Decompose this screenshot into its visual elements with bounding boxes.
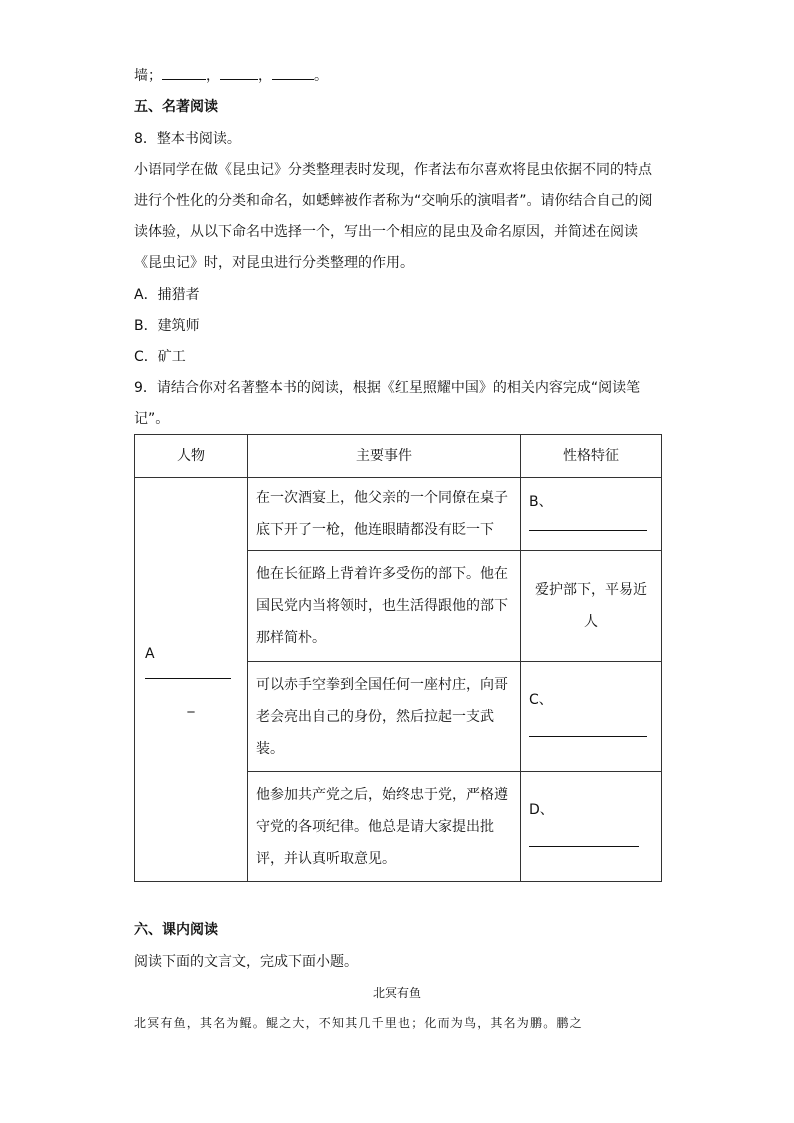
section5-heading: 五、名著阅读 xyxy=(134,99,218,115)
trait-label: D、 xyxy=(529,802,554,818)
q8-line-3: 读体验，从以下命名中选择一个，写出一个相应的昆虫及命名原因，并简述在阅读 xyxy=(134,224,638,240)
fill-blank-line xyxy=(134,66,328,86)
table-header-row xyxy=(135,435,662,478)
answer-blank-1[interactable] xyxy=(162,67,206,80)
passage-title: 北冥有鱼 xyxy=(372,986,421,1000)
event-line: 他参加共产党之后，始终忠于党，严格遵 xyxy=(256,786,508,803)
q8-line-2: 进行个性化的分类和命名，如蟋蟀被作者称为“交响乐的演唱者”。请你结合自己的阅 xyxy=(134,193,653,209)
person-suffix: _ xyxy=(187,697,195,713)
answer-blank-3[interactable] xyxy=(272,67,314,80)
trait-cell xyxy=(521,662,662,772)
event-cell xyxy=(248,662,521,772)
q8-option-b: B．建筑师 xyxy=(134,318,200,334)
q8-line-4: 《昆虫记》时，对昆虫进行分类整理的作用。 xyxy=(134,255,414,271)
trait-label: B、 xyxy=(529,493,553,510)
q8-title: 8．整本书阅读。 xyxy=(134,131,241,147)
trait-cell xyxy=(521,478,662,551)
event-line: 守党的各项纪律。他总是请大家提出批 xyxy=(256,818,494,835)
header-person: 人物 xyxy=(135,435,248,478)
trait-label: C、 xyxy=(529,692,553,708)
q8-option-a: A．捕猎者 xyxy=(134,287,200,303)
event-line: 可以赤手空拳到全国任何一座村庄，向哥 xyxy=(256,676,508,693)
q8-option-c: C．矿工 xyxy=(134,349,186,365)
trait-answer-blank[interactable] xyxy=(529,516,647,531)
header-trait: 性格特征 xyxy=(521,435,662,478)
event-line: 那样简朴。 xyxy=(256,630,326,646)
event-line: 装。 xyxy=(256,740,284,757)
event-line: 评，并认真听取意见。 xyxy=(256,850,396,867)
event-line: 在一次酒宴上，他父亲的一个同僚在桌子 xyxy=(256,490,508,506)
event-line: 国民党内当将领时，也生活得跟他的部下 xyxy=(256,598,508,614)
blank-sep-1: ， xyxy=(206,68,220,84)
blank-prefix: 墙； xyxy=(134,68,162,84)
trait-answer-blank[interactable] xyxy=(529,832,639,847)
person-label: A xyxy=(145,646,155,662)
event-cell xyxy=(248,551,521,662)
section6-heading: 六、课内阅读 xyxy=(134,922,218,938)
event-line: 老会亮出自己的身份，然后拉起一支武 xyxy=(256,708,494,725)
event-line: 底下开了一枪，他连眼睛都没有眨一下 xyxy=(256,522,494,538)
blank-end: 。 xyxy=(314,68,328,84)
answer-blank-2[interactable] xyxy=(220,67,258,80)
trait-answer-blank[interactable] xyxy=(529,722,647,737)
trait-text: 爱护部下，平易近 xyxy=(535,582,647,598)
q9-line-1: 9．请结合你对名著整本书的阅读，根据《红星照耀中国》的相关内容完成“阅读笔 xyxy=(134,380,641,396)
person-answer-blank[interactable] xyxy=(145,664,231,679)
q9-line-2: 记”。 xyxy=(134,411,170,427)
trait-cell xyxy=(521,551,662,662)
header-event: 主要事件 xyxy=(248,435,521,478)
section6-instruction: 阅读下面的文言文，完成下面小题。 xyxy=(134,954,358,970)
q8-line-1: 小语同学在做《昆虫记》分类整理表时发现，作者法布尔喜欢将昆虫依据不同的特点 xyxy=(134,162,652,178)
table-row xyxy=(135,478,662,551)
trait-text: 人 xyxy=(584,614,598,630)
event-line: 他在长征路上背着许多受伤的部下。他在 xyxy=(256,566,508,582)
blank-sep-2: ， xyxy=(258,68,272,84)
person-cell xyxy=(135,478,248,882)
reading-notes-table xyxy=(134,434,662,882)
passage-line: 北冥有鱼，其名为鲲。鲲之大，不知其几千里也；化而为鸟，其名为鹏。鹏之 xyxy=(134,1016,583,1030)
person-answer-line xyxy=(143,644,239,685)
event-cell xyxy=(248,478,521,551)
event-cell xyxy=(248,772,521,882)
trait-cell xyxy=(521,772,662,882)
